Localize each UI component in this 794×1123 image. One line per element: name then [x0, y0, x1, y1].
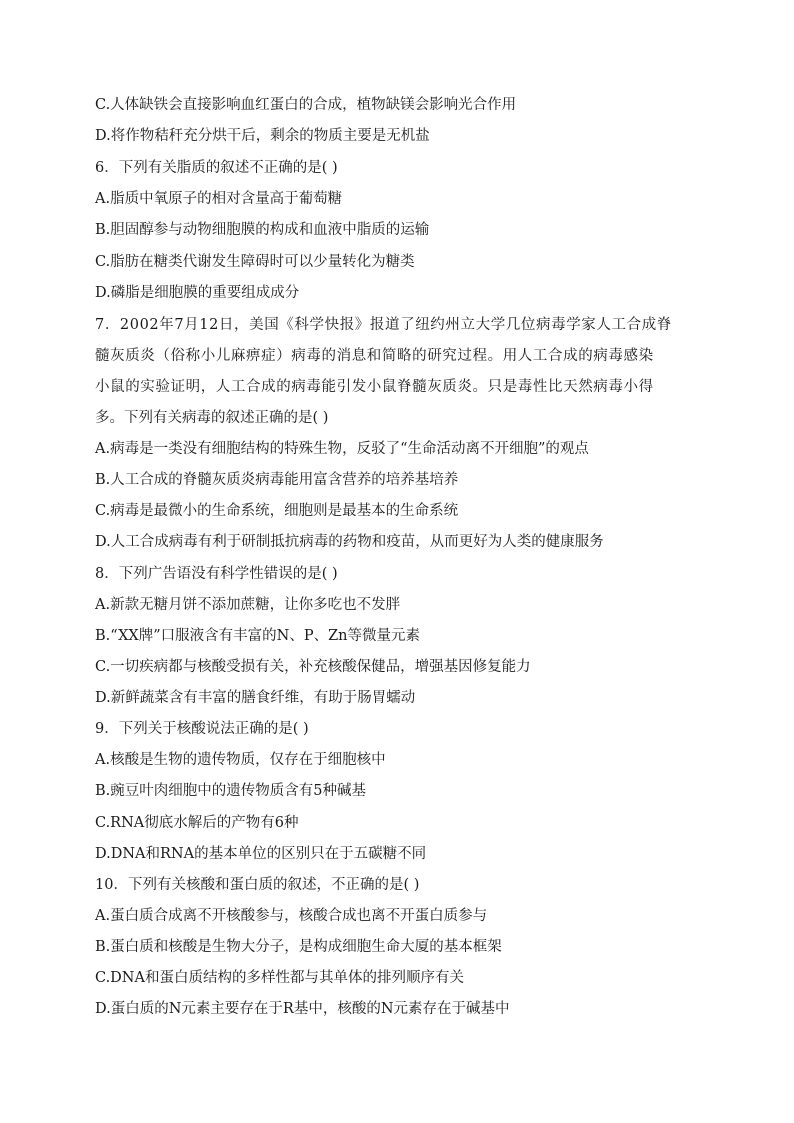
- option-9b: B.豌豆叶肉细胞中的遗传物质含有5种碱基: [95, 783, 366, 799]
- question-10-stem: 10．下列有关核酸和蛋白质的叙述，不正确的是( ): [95, 877, 420, 893]
- question-8-stem: 8．下列广告语没有科学性错误的是( ): [95, 566, 338, 582]
- option-9a: A.核酸是生物的遗传物质，仅存在于细胞核中: [95, 752, 386, 768]
- option-7a: A.病毒是一类没有细胞结构的特殊生物，反驳了“生命活动离不开细胞”的观点: [95, 441, 589, 457]
- question-7-stem-line-4: 多。下列有关病毒的叙述正确的是( ): [95, 410, 329, 426]
- question-7-stem-line-2: 髓灰质炎（俗称小儿麻痹症）病毒的消息和简略的研究过程。用人工合成的病毒感染: [95, 348, 654, 364]
- question-7-stem-line-1: 7．2002年7月12日，美国《科学快报》报道了纽约州立大学几位病毒学家人工合成脊: [95, 317, 672, 333]
- option-8b: B.“XX牌”口服液含有丰富的N、P、Zn等微量元素: [95, 628, 420, 644]
- option-10d: D.蛋白质的N元素主要存在于R基中，核酸的N元素存在于碱基中: [95, 1001, 510, 1017]
- option-9c: C.RNA彻底水解后的产物有6种: [95, 815, 299, 831]
- option-7c: C.病毒是最微小的生命系统，细胞则是最基本的生命系统: [95, 503, 459, 519]
- option-7d: D.人工合成病毒有利于研制抵抗病毒的药物和疫苗，从而更好为人类的健康服务: [95, 534, 604, 550]
- option-6c: C.脂肪在糖类代谢发生障碍时可以少量转化为糖类: [95, 254, 415, 270]
- question-7-stem-line-3: 小鼠的实验证明，人工合成的病毒能引发小鼠脊髓灰质炎。只是毒性比天然病毒小得: [95, 379, 654, 395]
- option-6b: B.胆固醇参与动物细胞膜的构成和血液中脂质的运输: [95, 222, 430, 238]
- option-9d: D.DNA和RNA的基本单位的区别只在于五碳糖不同: [95, 846, 427, 862]
- question-9-stem: 9．下列关于核酸说法正确的是( ): [95, 721, 309, 737]
- option-8c: C.一切疾病都与核酸受损有关，补充核酸保健品，增强基因修复能力: [95, 659, 531, 675]
- option-5c: C.人体缺铁会直接影响血红蛋白的合成，植物缺镁会影响光合作用: [95, 97, 517, 113]
- option-6d: D.磷脂是细胞膜的重要组成成分: [95, 285, 300, 301]
- option-5d: D.将作物秸秆充分烘干后，剩余的物质主要是无机盐: [95, 128, 430, 144]
- option-10b: B.蛋白质和核酸是生物大分子，是构成细胞生命大厦的基本框架: [95, 939, 502, 955]
- option-6a: A.脂质中氧原子的相对含量高于葡萄糖: [95, 191, 343, 207]
- question-6-stem: 6．下列有关脂质的叙述不正确的是( ): [95, 160, 338, 176]
- option-8d: D.新鲜蔬菜含有丰富的膳食纤维，有助于肠胃蠕动: [95, 690, 416, 706]
- option-10c: C.DNA和蛋白质结构的多样性都与其单体的排列顺序有关: [95, 970, 464, 986]
- option-10a: A.蛋白质合成离不开核酸参与，核酸合成也离不开蛋白质参与: [95, 908, 488, 924]
- option-7b: B.人工合成的脊髓灰质炎病毒能用富含营养的培养基培养: [95, 472, 459, 488]
- option-8a: A.新款无糖月饼不添加蔗糖，让你多吃也不发胖: [95, 597, 401, 613]
